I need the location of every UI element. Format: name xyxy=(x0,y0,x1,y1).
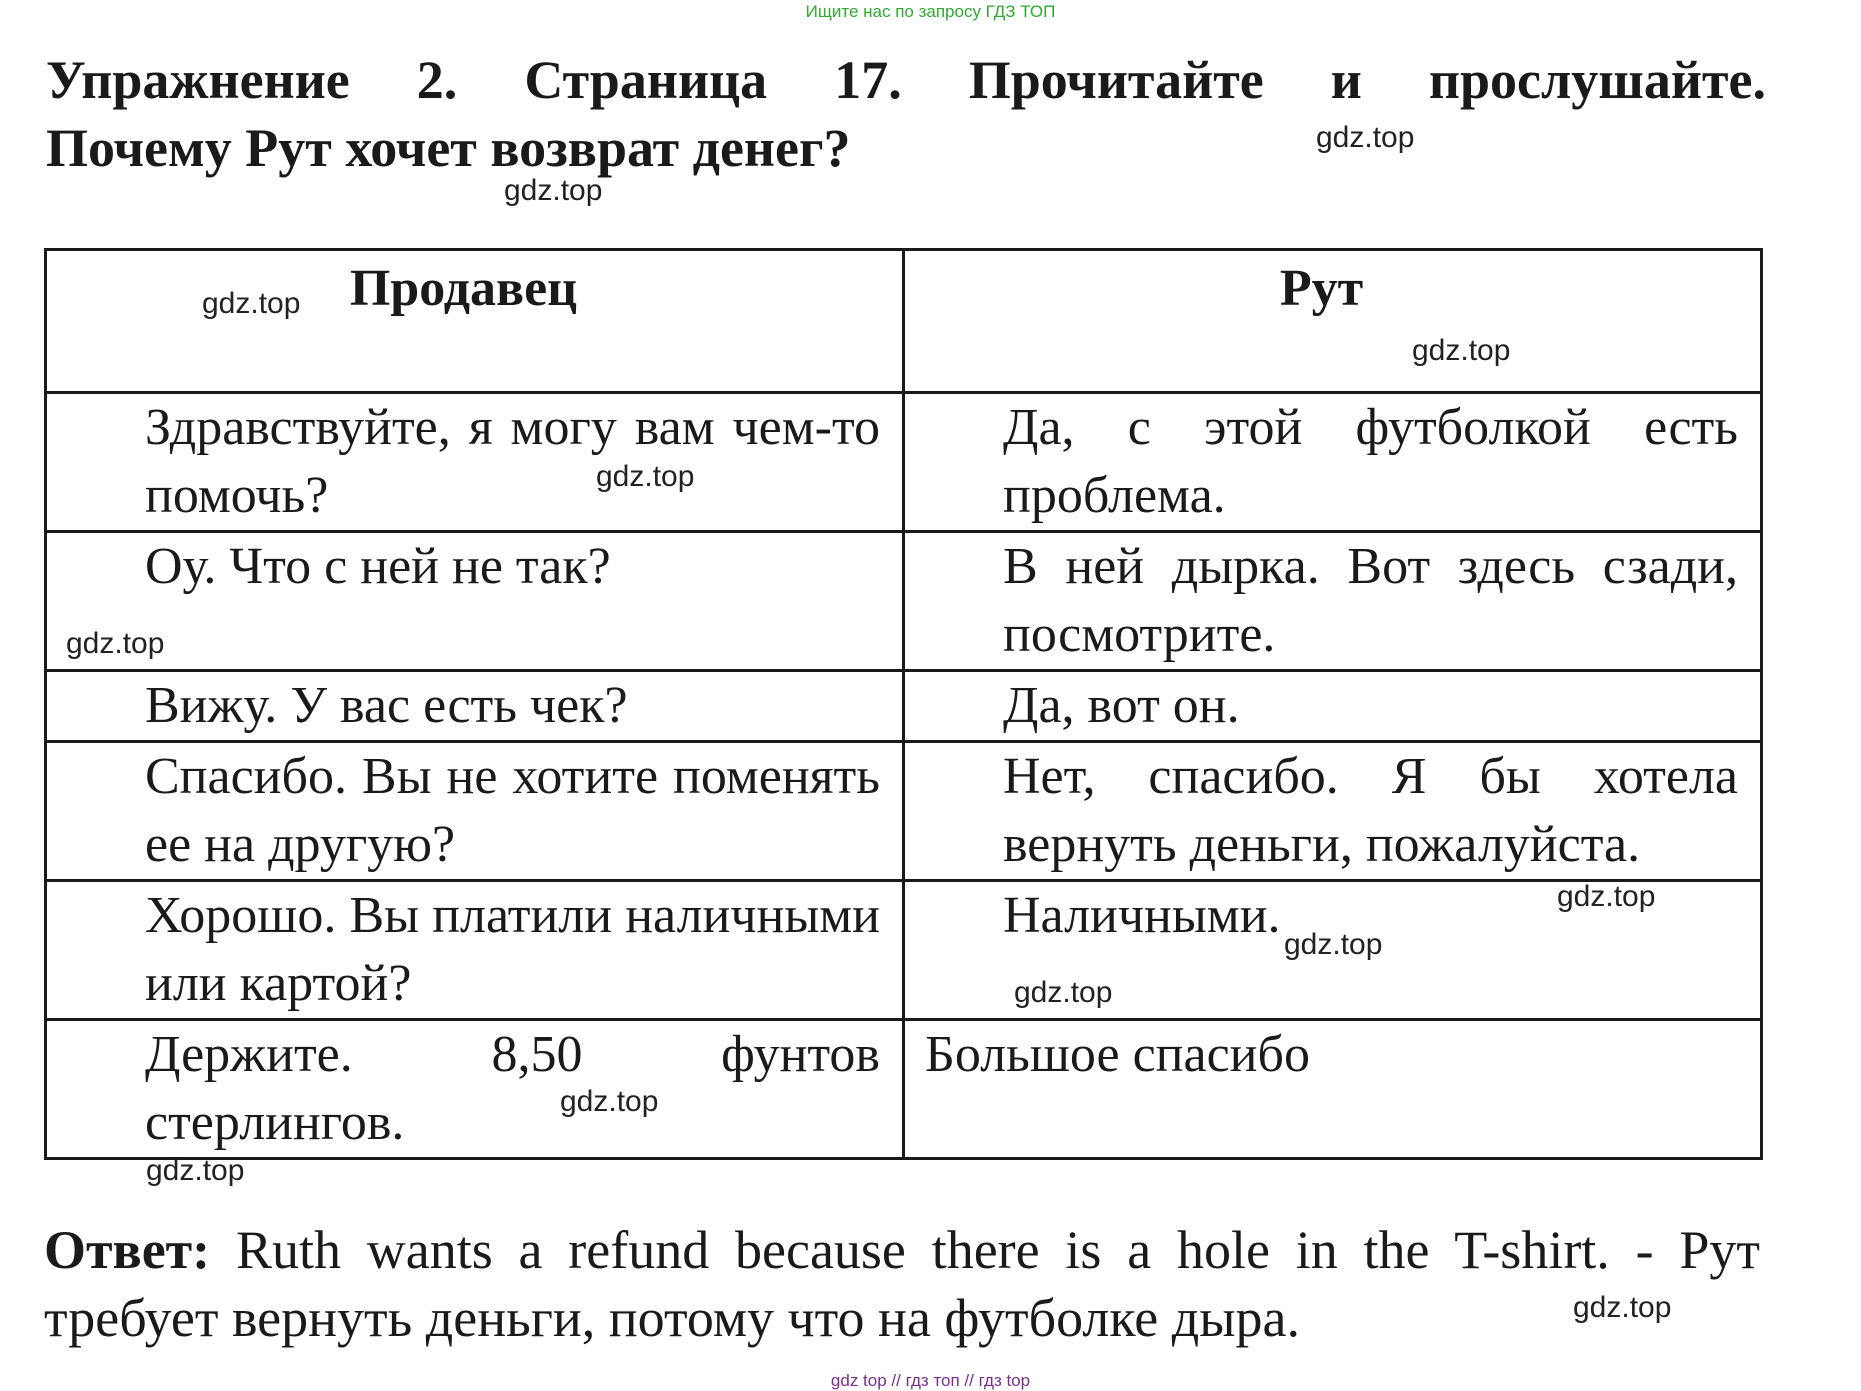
ruth-line: Да, с этой футболкой есть проблема. xyxy=(1003,399,1738,524)
heading-line-2: Почему Рут хочет возврат денег? xyxy=(46,118,851,178)
answer-label: Ответ: xyxy=(44,1220,211,1280)
answer-paragraph xyxy=(44,1216,1760,1352)
seller-line: Вижу. У вас есть чек? xyxy=(145,677,628,734)
exercise-heading xyxy=(46,46,1766,182)
dialog-table xyxy=(44,248,1763,1160)
watermark: gdz.top xyxy=(1557,880,1656,913)
footer-links[interactable]: gdz top // гдз топ // гдз top xyxy=(830,1371,1031,1390)
table-row xyxy=(46,1020,1762,1159)
seller-line: Хорошо. Вы платили наличными или картой? xyxy=(145,887,880,1012)
watermark: gdz.top xyxy=(1284,928,1383,961)
header-ruth: Рут xyxy=(904,250,1762,393)
table-row xyxy=(46,671,1762,742)
table-row xyxy=(46,742,1762,881)
ruth-line: Большое спасибо xyxy=(925,1026,1310,1083)
watermark: gdz.top xyxy=(146,1154,245,1187)
watermark: gdz.top xyxy=(560,1085,659,1118)
ruth-line: Нет, спасибо. Я бы хотела вернуть деньги, пожалуйста. xyxy=(1003,748,1738,873)
answer-text: Ruth wants a refund because there is a hole in the T-shirt. - Рут требует вернуть деньги, потому что на футболке дыра. xyxy=(44,1220,1760,1348)
table-row xyxy=(46,393,1762,532)
seller-line: Держите. 8,50 фунтов стерлингов. xyxy=(145,1026,880,1151)
seller-line: Здравствуйте, я могу вам чем-то помочь? xyxy=(145,399,880,524)
ruth-line: В ней дырка. Вот здесь сзади, посмотрите. xyxy=(1003,538,1738,663)
seller-line: Оу. Что с ней не так? xyxy=(145,538,611,595)
watermark: gdz.top xyxy=(1412,334,1511,367)
header-seller: Продавец xyxy=(46,250,904,393)
table-row xyxy=(46,532,1762,671)
ruth-line: Наличными. xyxy=(1003,887,1281,944)
table-header-row xyxy=(46,250,1762,393)
watermark: gdz.top xyxy=(504,174,603,207)
watermark: gdz.top xyxy=(1573,1291,1672,1324)
ruth-line: Да, вот он. xyxy=(1003,677,1240,734)
top-banner[interactable]: Ищите нас по запросу ГДЗ ТОП xyxy=(805,2,1056,21)
watermark: gdz.top xyxy=(1316,121,1415,154)
heading-line-1: Упражнение 2. Страница 17. Прочитайте и прослушайте. xyxy=(46,50,1766,110)
watermark: gdz.top xyxy=(1014,976,1113,1009)
table-row xyxy=(46,881,1762,1020)
watermark: gdz.top xyxy=(202,287,301,320)
watermark: gdz.top xyxy=(66,627,165,660)
watermark: gdz.top xyxy=(596,460,695,493)
seller-line: Спасибо. Вы не хотите поменять ее на другую? xyxy=(145,748,880,873)
